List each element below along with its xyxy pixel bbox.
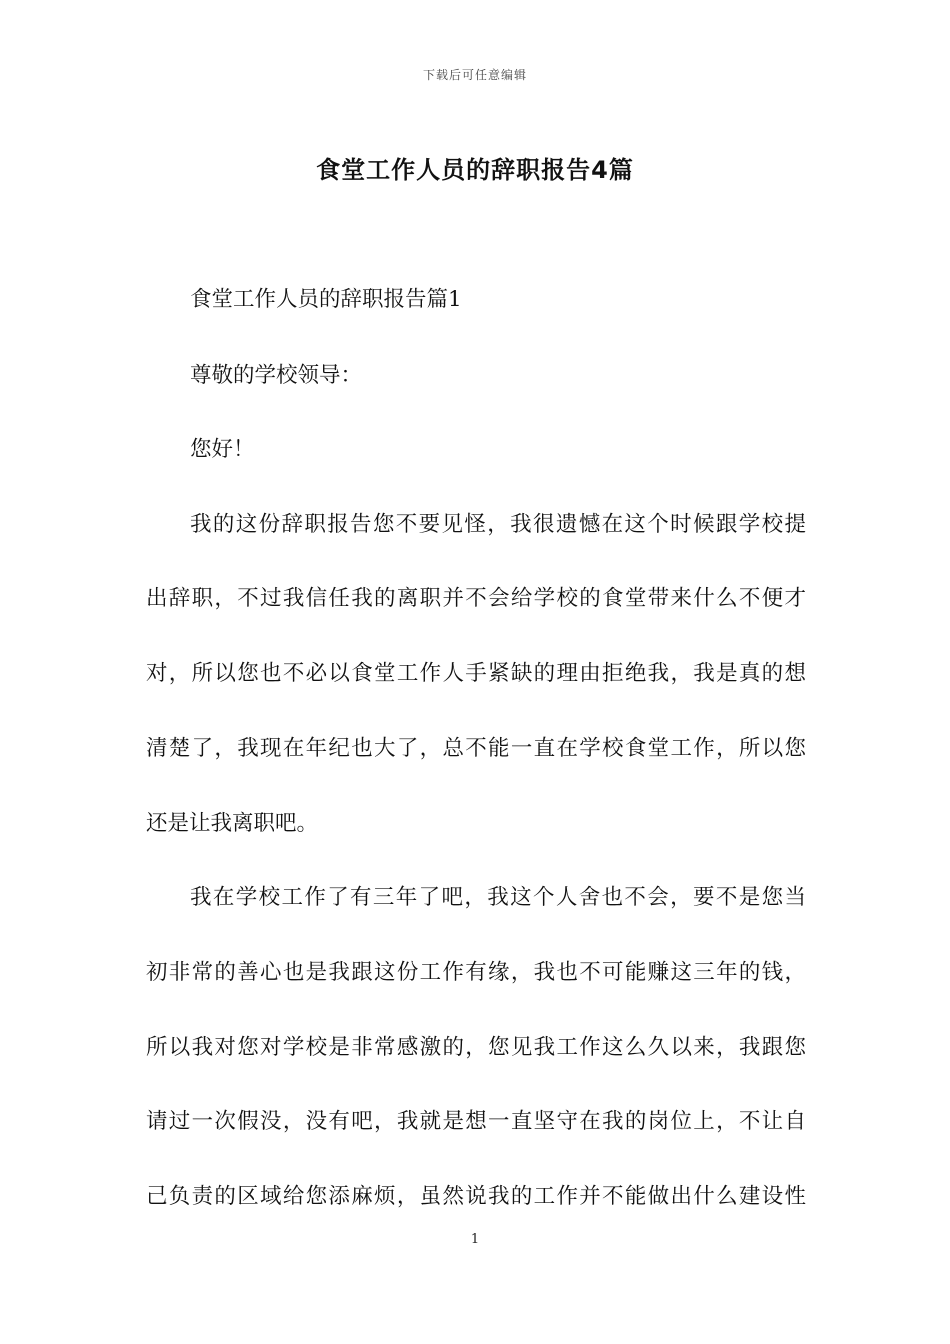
document-title: 食堂工作人员的辞职报告4篇 — [316, 156, 634, 184]
paragraph-line: 出辞职，不过我信任我的离职并不会给学校的食堂带来什么不便才 — [146, 586, 806, 611]
page-number: 1 — [470, 1232, 480, 1247]
salutation: 尊敬的学校领导： — [190, 363, 363, 388]
paragraph-line: 我的这份辞职报告您不要见怪，我很遗憾在这个时候跟学校提 — [190, 512, 806, 537]
paragraph-line: 所以我对您对学校是非常感激的，您见我工作这么久以来，我跟您 — [146, 1035, 806, 1060]
paragraph-line: 初非常的善心也是我跟这份工作有缘，我也不可能赚这三年的钱， — [146, 960, 806, 985]
paragraph-line: 请过一次假没，没有吧，我就是想一直坚守在我的岗位上，不让自 — [146, 1109, 806, 1134]
section-heading: 食堂工作人员的辞职报告篇1 — [190, 287, 462, 312]
paragraph-line: 己负责的区域给您添麻烦，虽然说我的工作并不能做出什么建设性 — [146, 1184, 806, 1209]
paragraph-line: 还是让我离职吧。 — [146, 811, 319, 836]
header-note: 下载后可任意编辑 — [422, 68, 527, 82]
paragraph-line: 清楚了，我现在年纪也大了，总不能一直在学校食堂工作，所以您 — [146, 736, 806, 761]
paragraph-line: 对，所以您也不必以食堂工作人手紧缺的理由拒绝我，我是真的想 — [146, 661, 806, 686]
greeting: 您好！ — [190, 437, 255, 462]
paragraph-line: 我在学校工作了有三年了吧，我这个人舍也不会，要不是您当 — [190, 885, 806, 910]
